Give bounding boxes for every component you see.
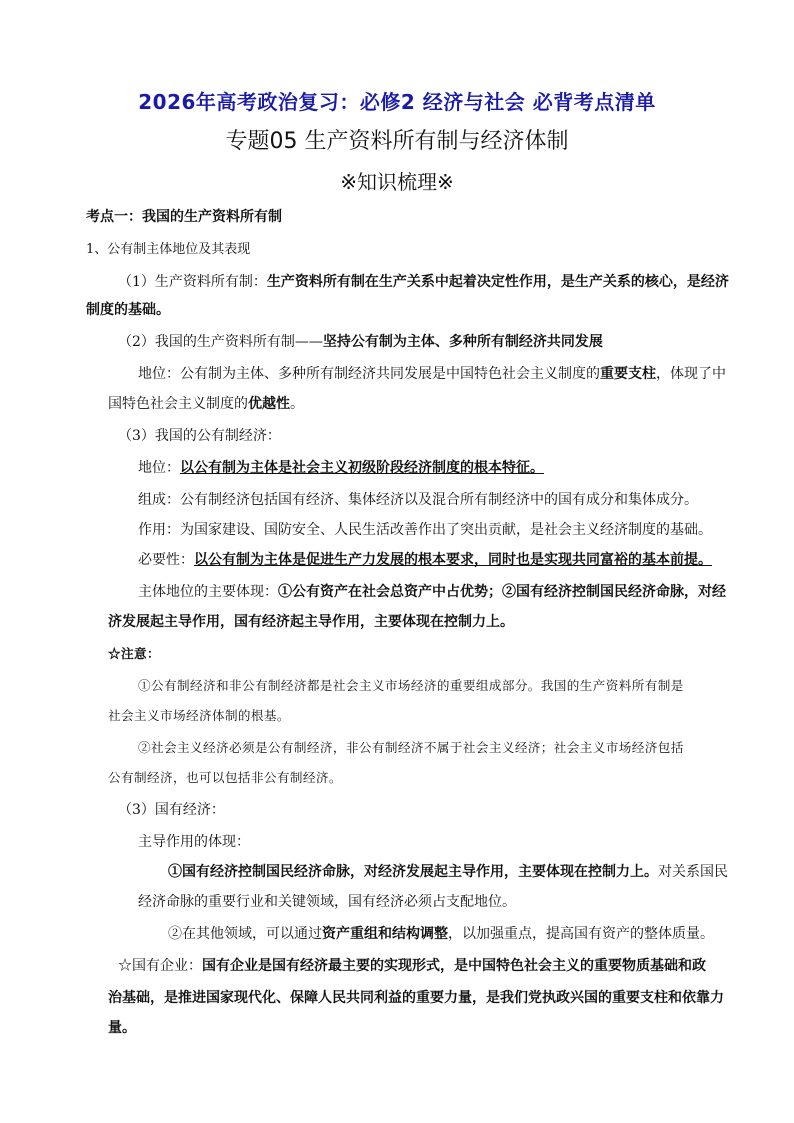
text-span: 主体地位的主要体现： — [138, 584, 278, 600]
paragraph-line — [138, 458, 544, 478]
note-line: ②社会主义经济必须是公有制经济，非公有制经济不属于社会主义经济；社会主义市场经济包括 — [138, 740, 684, 755]
main-title: 2026年高考政治复习：必修2 经济与社会 必背考点清单 — [138, 90, 656, 114]
bold-span: 坚持公有制为主体、多种所有制经济共同发展 — [322, 334, 603, 350]
bold-span: 资产重组和结构调整 — [322, 926, 448, 942]
note-line: 社会主义市场经济体制的根基。 — [108, 708, 290, 723]
bold-span: 生产资料所有制在生产关系中起着决定性作用，是生产关系的核心，是经济 — [266, 274, 729, 290]
paragraph-line — [118, 272, 729, 292]
text-span: ☆国有企业： — [118, 958, 202, 974]
bold-span: 重要支柱 — [600, 366, 656, 382]
paragraph-line: （3）国有经济： — [118, 802, 225, 818]
text-span: 地位： — [138, 460, 180, 476]
paragraph-line — [138, 364, 726, 384]
paragraph-line — [118, 956, 706, 976]
paragraph-line: 治基础，是推进国家现代化、保障人民共同利益的重要力量，是我们党执政兴国的重要支柱和依靠力 — [108, 990, 724, 1006]
bold-span: ①国有经济控制国民经济命脉，对经济发展起主导作用，主要体现在控制力上。 — [168, 864, 658, 880]
paragraph-line: 组成：公有制经济包括国有经济、集体经济以及混合所有制经济中的国有成分和集体成分。 — [138, 492, 698, 508]
subheading: 1、公有制主体地位及其表现 — [86, 242, 251, 257]
paragraph-line: （3）我国的公有制经济： — [118, 428, 281, 444]
text-span: 对关系国民 — [658, 864, 728, 880]
paragraph-line: 制度的基础。 — [86, 302, 170, 318]
section-title: ※知识梳理※ — [340, 170, 454, 194]
bold-span: ①公有资产在社会总资产中占优势；②国有经济控制国民经济命脉，对经 — [278, 584, 726, 600]
text-span: 地位：公有制为主体、多种所有制经济共同发展是中国特色社会主义制度的 — [138, 366, 600, 382]
paragraph-line: 济发展起主导作用，国有经济起主导作用，主要体现在控制力上。 — [108, 614, 514, 630]
text-span: ②在其他领域，可以通过 — [168, 926, 322, 942]
paragraph-line — [138, 582, 726, 602]
text-span: ，以加强重点，提高国有资产的整体质量。 — [448, 926, 714, 942]
paragraph-line — [168, 862, 728, 882]
text-span: ，体现了中 — [656, 366, 726, 382]
kaodian-heading: 考点一：我国的生产资料所有制 — [86, 209, 282, 225]
note-line: 公有制经济，也可以包括非公有制经济。 — [108, 770, 342, 785]
paragraph-line: 经济命脉的重要行业和关键领域，国有经济必须占支配地位。 — [138, 894, 516, 910]
note-line: ①公有制经济和非公有制经济都是社会主义市场经济的重要组成部分。我国的生产资料所有制是 — [138, 678, 684, 693]
bold-span: 国有企业是国有经济最主要的实现形式，是中国特色社会主义的重要物质基础和政 — [202, 958, 706, 974]
text-span: （2）我国的生产资料所有制—— — [118, 334, 323, 350]
text-span: （1）生产资料所有制： — [118, 274, 267, 290]
text-span: 。 — [290, 396, 304, 412]
note-title: ☆注意： — [108, 646, 160, 661]
paragraph-line: 作用：为国家建设、国防安全、人民生活改善作出了突出贡献，是社会主义经济制度的基础。 — [138, 522, 712, 538]
paragraph-line — [168, 924, 714, 944]
paragraph-line: 主导作用的体现： — [138, 834, 250, 850]
text-span: 国特色社会主义制度的 — [108, 396, 248, 412]
paragraph-line — [138, 550, 712, 570]
paragraph-line — [118, 332, 603, 352]
paragraph-line: 量。 — [108, 1020, 136, 1036]
underlined-bold-span: 以公有制为主体是促进生产力发展的根本要求，同时也是实现共同富裕的基本前提。 — [194, 552, 712, 568]
underlined-bold-span: 以公有制为主体是社会主义初级阶段经济制度的根本特征。 — [180, 460, 544, 476]
paragraph-line — [108, 394, 304, 414]
topic-title: 专题05 生产资料所有制与经济体制 — [225, 129, 569, 154]
text-span: 必要性： — [138, 552, 194, 568]
bold-span: 优越性 — [248, 396, 290, 412]
